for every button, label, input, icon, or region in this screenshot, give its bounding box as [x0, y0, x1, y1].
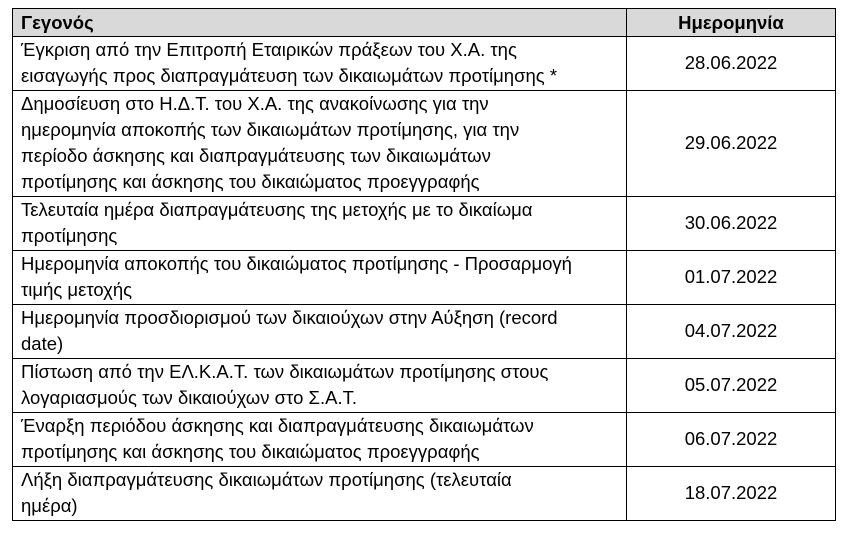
- event-text-line: λογαριασμούς των δικαιούχων στο Σ.Α.Τ.: [21, 387, 357, 408]
- event-text-line: Ημερομηνία αποκοπής του δικαιώματος προτίμησης - Προσαρμογή: [21, 253, 572, 274]
- table-header-row: [13, 9, 836, 37]
- event-text-line: προτίμησης και άσκησης του δικαιώματος προεγγραφής: [21, 171, 480, 192]
- date-cell: 05.07.2022: [627, 359, 836, 413]
- date-cell: 28.06.2022: [627, 37, 836, 91]
- date-cell: 04.07.2022: [627, 305, 836, 359]
- event-cell: [13, 91, 627, 197]
- event-text-line: Πίστωση από την ΕΛ.Κ.Α.Τ. των δικαιωμάτων προτίμησης στους: [21, 361, 549, 382]
- event-text-line: Δημοσίευση στο Η.Δ.Τ. του Χ.Α. της ανακοίνωσης για την: [21, 93, 489, 114]
- event-text-line: προτίμησης: [21, 225, 118, 246]
- event-cell: [13, 197, 627, 251]
- table-row: [13, 91, 836, 197]
- event-text-line: date): [21, 333, 64, 354]
- date-cell: 01.07.2022: [627, 251, 836, 305]
- event-cell: [13, 467, 627, 521]
- date-cell: 29.06.2022: [627, 91, 836, 197]
- table-row: [13, 197, 836, 251]
- event-text-line: εισαγωγής προς διαπραγμάτευση των δικαιωμάτων προτίμησης *: [21, 65, 558, 86]
- event-text-line: Λήξη διαπραγμάτευσης δικαιωμάτων προτίμησης (τελευταία: [21, 469, 512, 490]
- column-header-event: Γεγονός: [13, 9, 627, 37]
- table-row: [13, 251, 836, 305]
- date-cell: 30.06.2022: [627, 197, 836, 251]
- table-row: [13, 467, 836, 521]
- event-cell: [13, 37, 627, 91]
- date-cell: 18.07.2022: [627, 467, 836, 521]
- table-row: [13, 37, 836, 91]
- column-header-date: Ημερομηνία: [627, 9, 836, 37]
- event-text-line: ημέρα): [21, 495, 78, 516]
- event-cell: [13, 359, 627, 413]
- event-text-line: Έγκριση από την Επιτροπή Εταιρικών πράξεων του Χ.Α. της: [21, 39, 517, 60]
- events-table: [12, 8, 836, 521]
- date-cell: 06.07.2022: [627, 413, 836, 467]
- table-row: [13, 305, 836, 359]
- table-row: [13, 359, 836, 413]
- event-text-line: Ημερομηνία προσδιορισμού των δικαιούχων στην Αύξηση (record: [21, 307, 558, 328]
- event-text-line: περίοδο άσκησης και διαπραγμάτευσης των δικαιωμάτων: [21, 145, 491, 166]
- event-cell: [13, 305, 627, 359]
- event-text-line: ημερομηνία αποκοπής των δικαιωμάτων προτίμησης, για την: [21, 119, 520, 140]
- event-text-line: Έναρξη περιόδου άσκησης και διαπραγμάτευσης δικαιωμάτων: [21, 415, 534, 436]
- event-cell: [13, 251, 627, 305]
- event-text-line: Τελευταία ημέρα διαπραγμάτευσης της μετοχής με το δικαίωμα: [21, 199, 533, 220]
- event-text-line: προτίμησης και άσκησης του δικαιώματος προεγγραφής: [21, 441, 480, 462]
- event-text-line: τιμής μετοχής: [21, 279, 133, 300]
- event-cell: [13, 413, 627, 467]
- table-row: [13, 413, 836, 467]
